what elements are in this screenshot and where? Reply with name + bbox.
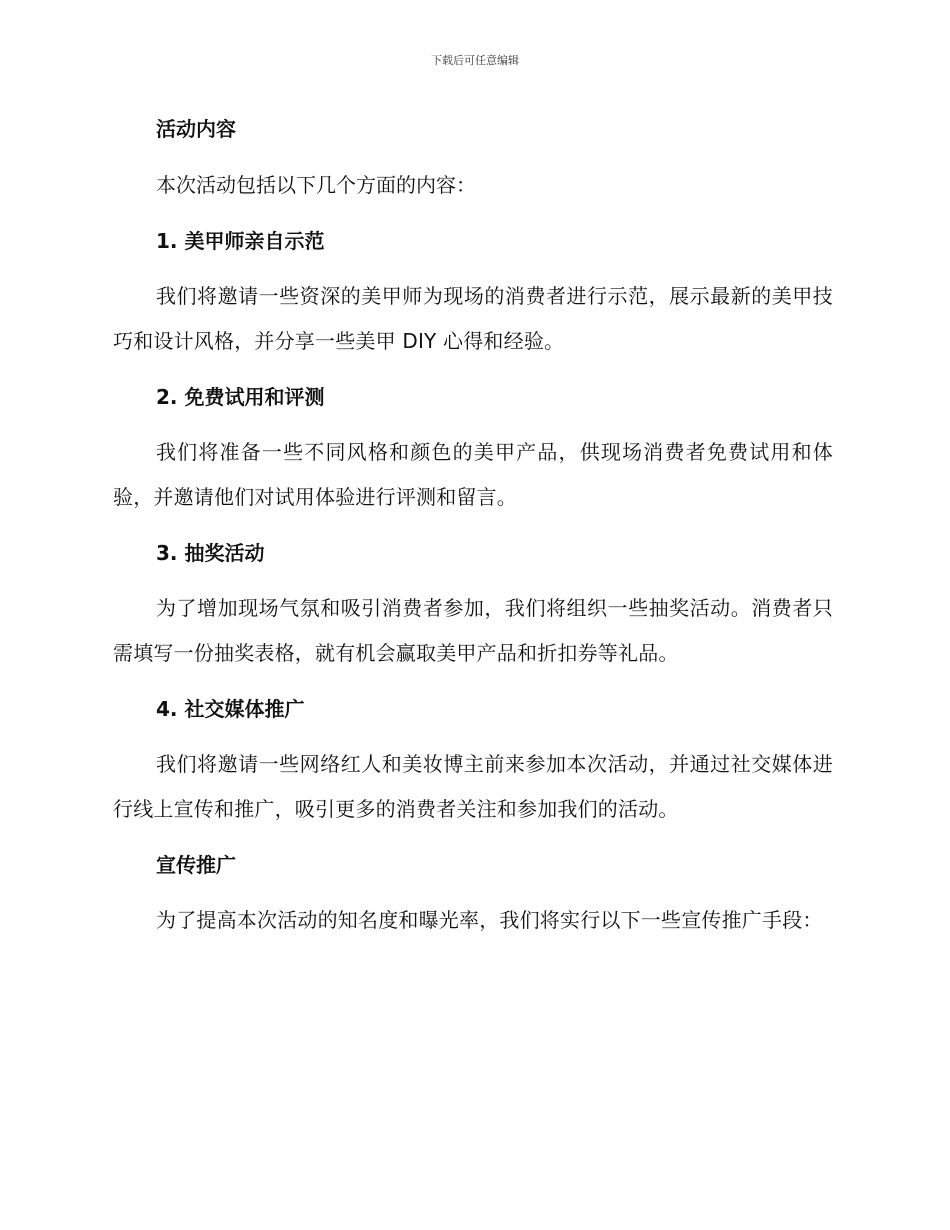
- section-heading-activity-content: 活动内容: [156, 117, 236, 141]
- document-body: [113, 112, 833, 943]
- header-note: 下载后可任意编辑: [431, 54, 519, 67]
- paragraph-3: 为了增加现场气氛和吸引消费者参加，我们将组织一些抽奖活动。消费者只需填写一份抽奖表格，就有机会赢取美甲产品和折扣券等礼品。: [113, 596, 833, 665]
- paragraph-1: 我们将邀请一些资深的美甲师为现场的消费者进行示范，展示最新的美甲技巧和设计风格，并分享一些美甲 DIY 心得和经验。: [113, 284, 833, 353]
- paragraph-2: 我们将准备一些不同风格和颜色的美甲产品，供现场消费者免费试用和体验，并邀请他们对试用体验进行评测和留言。: [113, 440, 833, 509]
- subheading-4: 4. 社交媒体推广: [156, 697, 305, 721]
- subheading-2: 2. 免费试用和评测: [156, 385, 325, 409]
- subheading-3: 3. 抽奖活动: [156, 541, 265, 565]
- intro-line: 本次活动包括以下几个方面的内容：: [156, 173, 476, 197]
- paragraph-5: 为了提高本次活动的知名度和曝光率，我们将实行以下一些宣传推广手段：: [156, 908, 823, 932]
- subheading-1: 1. 美甲师亲自示范: [156, 229, 325, 253]
- section-heading-promotion: 宣传推广: [156, 853, 236, 877]
- paragraph-4: 我们将邀请一些网络红人和美妆博主前来参加本次活动，并通过社交媒体进行线上宣传和推广，吸引更多的消费者关注和参加我们的活动。: [113, 752, 833, 821]
